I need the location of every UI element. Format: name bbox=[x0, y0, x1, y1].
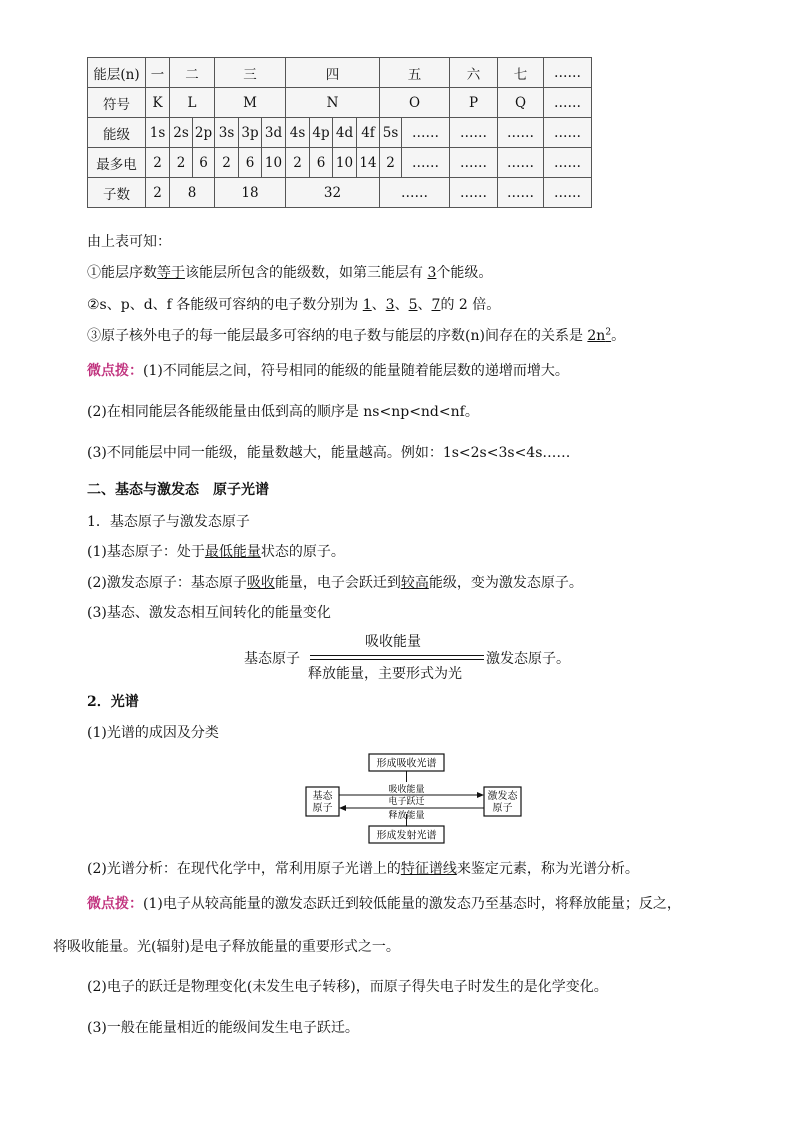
answer-blank: 较高 bbox=[400, 575, 429, 591]
table-cell: …… bbox=[544, 118, 592, 148]
table-cell: 三 bbox=[215, 58, 286, 88]
table-cell: …… bbox=[498, 148, 544, 178]
table-cell: 符号 bbox=[88, 88, 146, 118]
answer-blank: 特征谱线 bbox=[400, 861, 457, 877]
text: ①能层序数 bbox=[87, 265, 157, 281]
table-cell: …… bbox=[498, 178, 544, 208]
summary-point-1 bbox=[87, 263, 492, 283]
table-cell: 2 bbox=[215, 148, 239, 178]
jump-label: 电子跃迁 bbox=[388, 797, 425, 807]
table-cell: 最多电 bbox=[88, 148, 146, 178]
tip-label: 微点拨： bbox=[87, 896, 143, 912]
table-cell: P bbox=[450, 88, 498, 118]
table-cell: …… bbox=[544, 178, 592, 208]
text: 状态的原子。 bbox=[260, 544, 345, 560]
table-cell: Q bbox=[498, 88, 544, 118]
release-label: 释放能量 bbox=[388, 811, 425, 821]
text: 能级，变为激发态原子。 bbox=[428, 575, 583, 591]
table-cell: N bbox=[286, 88, 380, 118]
tip-label: 微点拨： bbox=[87, 363, 143, 379]
table-cell: 二 bbox=[170, 58, 215, 88]
table-cell: L bbox=[170, 88, 215, 118]
subsection-title: 2．光谱 bbox=[87, 694, 139, 710]
table-cell: 10 bbox=[333, 148, 357, 178]
table-row-max-level bbox=[88, 148, 592, 178]
table-cell: …… bbox=[402, 118, 450, 148]
section-heading: 二、基态与激发态 原子光谱 bbox=[87, 482, 269, 498]
text: (2)光谱分析：在现代化学中，常利用原子光谱上的 bbox=[87, 861, 401, 877]
table-cell: 14 bbox=[357, 148, 380, 178]
table-cell: O bbox=[380, 88, 450, 118]
table-cell: 5s bbox=[380, 118, 402, 148]
answer-blank: 等于 bbox=[157, 265, 185, 281]
answer-blank: 1 bbox=[362, 297, 372, 313]
tip-2-line-2: (2)电子的跃迁是物理变化(未发生电子转移)，而原子得失电子时发生的是化学变化。 bbox=[87, 979, 608, 995]
answer-blank: 吸收 bbox=[246, 575, 275, 591]
table-cell: 4f bbox=[357, 118, 380, 148]
emission-box-label: 形成发射光谱 bbox=[376, 830, 437, 842]
text: (1)电子从较高能量的激发态跃迁到较低能量的激发态乃至基态时，将释放能量；反之， bbox=[143, 896, 681, 912]
text: 该能层所包含的能级数，如第三能层有 bbox=[185, 265, 428, 281]
table-cell: 2 bbox=[146, 148, 170, 178]
release-arrowhead bbox=[339, 805, 346, 811]
table-cell: 8 bbox=[170, 178, 215, 208]
ground-atom-label-1: 基态 bbox=[312, 791, 333, 802]
table-cell: …… bbox=[450, 118, 498, 148]
text: 、 bbox=[371, 297, 386, 313]
table-cell: 子数 bbox=[88, 178, 146, 208]
text: ③原子核外电子的每一能层最多可容纳的电子数与能层的序数(n)间存在的关系是 bbox=[87, 328, 588, 344]
answer-blank bbox=[587, 328, 611, 344]
table-cell: 2p bbox=[193, 118, 215, 148]
text: 个能级。 bbox=[436, 265, 493, 281]
table-cell: 32 bbox=[286, 178, 380, 208]
superscript: 2 bbox=[605, 327, 612, 338]
absorb-label: 吸收能量 bbox=[388, 785, 425, 795]
table-cell: 2 bbox=[286, 148, 310, 178]
table-cell: 3p bbox=[239, 118, 262, 148]
summary-intro: 由上表可知： bbox=[87, 234, 171, 250]
excited-state-label: 激发态原子。 bbox=[486, 651, 570, 667]
table-cell: …… bbox=[450, 178, 498, 208]
text: 、 bbox=[394, 297, 409, 313]
table-cell: 2s bbox=[170, 118, 193, 148]
tip-2-line-1 bbox=[87, 894, 681, 914]
energy-change-line: (3)基态、激发态相互间转化的能量变化 bbox=[87, 605, 331, 621]
table-cell: 四 bbox=[286, 58, 380, 88]
equilibrium-arrow-top bbox=[310, 655, 484, 656]
tip-2-line-1b: 将吸收能量。光(辐射)是电子释放能量的重要形式之一。 bbox=[53, 939, 400, 955]
table-cell: 能层(n) bbox=[88, 58, 146, 88]
table-cell: 4d bbox=[333, 118, 357, 148]
spectrum-origin-line: (1)光谱的成因及分类 bbox=[87, 725, 219, 741]
tip-2-line-3: (3)一般在能量相近的能级间发生电子跃迁。 bbox=[87, 1020, 359, 1036]
answer-blank: 7 bbox=[431, 297, 441, 313]
ground-atom-label-2: 原子 bbox=[312, 803, 333, 814]
table-cell: 能级 bbox=[88, 118, 146, 148]
absorb-energy-label: 吸收能量 bbox=[365, 634, 421, 650]
ground-state-line bbox=[87, 542, 345, 562]
excited-state-line bbox=[87, 573, 583, 593]
state-conversion-equation bbox=[0, 630, 794, 690]
text: 能量，电子会跃迁到 bbox=[274, 575, 401, 591]
table-cell: 一 bbox=[146, 58, 170, 88]
absorb-arrowhead bbox=[477, 792, 484, 798]
table-cell: 2 bbox=[146, 178, 170, 208]
excited-atom-label-1: 激发态 bbox=[487, 791, 518, 802]
equilibrium-arrow-bottom bbox=[310, 659, 484, 660]
table-cell: 6 bbox=[193, 148, 215, 178]
table-cell: 3d bbox=[262, 118, 286, 148]
table-cell: …… bbox=[450, 148, 498, 178]
table-cell: 2 bbox=[380, 148, 402, 178]
text: 的 2 倍。 bbox=[440, 297, 501, 313]
table-row-max-layer bbox=[88, 178, 592, 208]
ground-state-label: 基态原子 bbox=[244, 651, 300, 667]
table-cell: 1s bbox=[146, 118, 170, 148]
subsection-title: 1．基态原子与激发态原子 bbox=[87, 514, 250, 530]
table-cell: 六 bbox=[450, 58, 498, 88]
spectrum-analysis-line bbox=[87, 859, 639, 879]
table-cell: 3s bbox=[215, 118, 239, 148]
table-cell: 6 bbox=[310, 148, 333, 178]
spectrum-diagram bbox=[300, 752, 530, 847]
table-cell: K bbox=[146, 88, 170, 118]
answer-blank: 3 bbox=[427, 265, 437, 281]
text: (1)不同能层之间，符号相同的能级的能量随着能层数的递增而增大。 bbox=[143, 363, 569, 379]
tip-1-line-3: (3)不同能层中同一能级，能量数越大，能量越高。例如：1s<2s<3s<4s…… bbox=[87, 445, 571, 461]
table-cell: …… bbox=[544, 88, 592, 118]
text: ②s、p、d、f 各能级可容纳的电子数分别为 bbox=[87, 297, 363, 313]
summary-point-2 bbox=[87, 295, 500, 315]
table-cell: 五 bbox=[380, 58, 450, 88]
excited-atom-label-2: 原子 bbox=[492, 803, 513, 814]
table-cell: 2 bbox=[170, 148, 193, 178]
table-cell: 4p bbox=[310, 118, 333, 148]
absorption-box-label: 形成吸收光谱 bbox=[376, 758, 437, 770]
table-cell: …… bbox=[380, 178, 450, 208]
release-energy-label: 释放能量，主要形式为光 bbox=[308, 666, 462, 682]
text: (2)激发态原子：基态原子 bbox=[87, 575, 247, 591]
table-cell: …… bbox=[498, 118, 544, 148]
text: 来鉴定元素，称为光谱分析。 bbox=[456, 861, 639, 877]
answer-blank: 3 bbox=[385, 297, 395, 313]
text: 、 bbox=[417, 297, 432, 313]
table-cell: …… bbox=[402, 148, 450, 178]
table-row-level bbox=[88, 118, 592, 148]
energy-level-table bbox=[87, 57, 592, 208]
answer-blank: 5 bbox=[408, 297, 418, 313]
text: (1)基态原子：处于 bbox=[87, 544, 205, 560]
table-cell: 10 bbox=[262, 148, 286, 178]
table-cell: 4s bbox=[286, 118, 310, 148]
answer-blank: 最低能量 bbox=[204, 544, 261, 560]
table-cell: 18 bbox=[215, 178, 286, 208]
table-cell: 6 bbox=[239, 148, 262, 178]
table-row-layer bbox=[88, 58, 592, 88]
text: 2n bbox=[587, 328, 606, 344]
table-cell: …… bbox=[544, 58, 592, 88]
table-cell: …… bbox=[544, 148, 592, 178]
table-cell: M bbox=[215, 88, 286, 118]
table-row-symbol bbox=[88, 88, 592, 118]
tip-1-line-2: (2)在相同能层各能级能量由低到高的顺序是 ns<np<nd<nf。 bbox=[87, 404, 479, 420]
summary-point-3 bbox=[87, 326, 625, 346]
text: 。 bbox=[611, 328, 626, 344]
table-cell: 七 bbox=[498, 58, 544, 88]
tip-1-line-1 bbox=[87, 361, 569, 381]
